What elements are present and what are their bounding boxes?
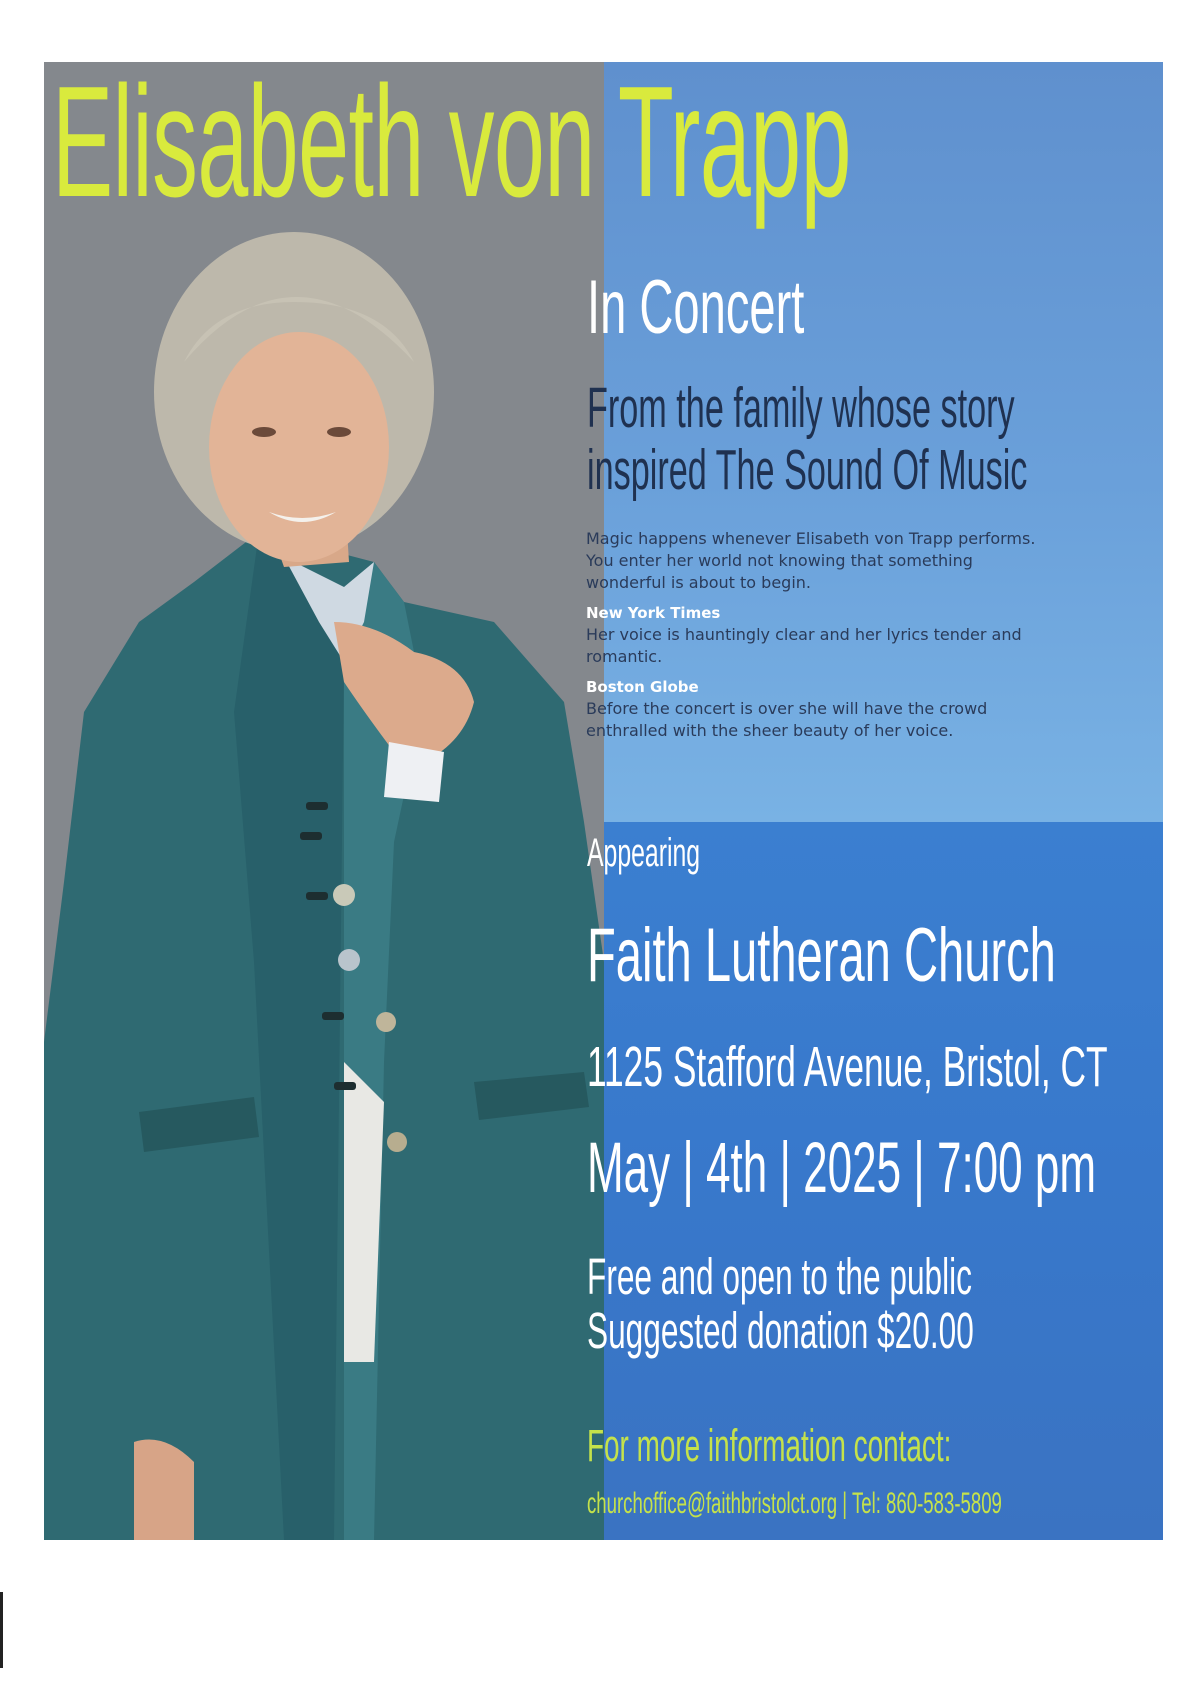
contact-details: churchoffice@faithbristolct.org | Tel: 860-583-5809 (587, 1487, 1002, 1520)
performer-photo (44, 62, 604, 1540)
venue-name: Faith Lutheran Church (587, 913, 1056, 998)
in-concert-heading: In Concert (587, 265, 805, 350)
venue-address: 1125 Stafford Avenue, Bristol, CT (587, 1035, 1108, 1099)
event-datetime: May | 4th | 2025 | 7:00 pm (587, 1129, 1097, 1208)
appearing-label: Appearing (587, 831, 701, 875)
admission-line-1: Free and open to the public (587, 1248, 972, 1305)
quote-text: Magic happens whenever Elisabeth von Trapp performs. You enter her world not knowing that something wonderful is about to begin. (586, 529, 1036, 592)
subheading (587, 378, 1027, 501)
performer-name-title: Elisabeth von Trapp (52, 62, 851, 230)
scan-edge-mark (0, 1592, 3, 1668)
performer-illustration (44, 62, 604, 1540)
contact-label: For more information contact: (587, 1420, 952, 1471)
quote-text: Before the concert is over she will have the crowd enthralled with the sheer beauty of her voice. (586, 699, 988, 740)
press-quotes (586, 528, 1056, 742)
quote-text: Her voice is hauntingly clear and her lyrics tender and romantic. (586, 625, 1022, 666)
quote-source: Boston Globe (586, 678, 699, 696)
admission-info (587, 1250, 974, 1357)
subheading-line-1: From the family whose story (587, 376, 1015, 440)
subheading-line-2: inspired The Sound Of Music (587, 437, 1028, 502)
quote-source: New York Times (586, 604, 721, 622)
admission-line-2: Suggested donation $20.00 (587, 1301, 974, 1359)
